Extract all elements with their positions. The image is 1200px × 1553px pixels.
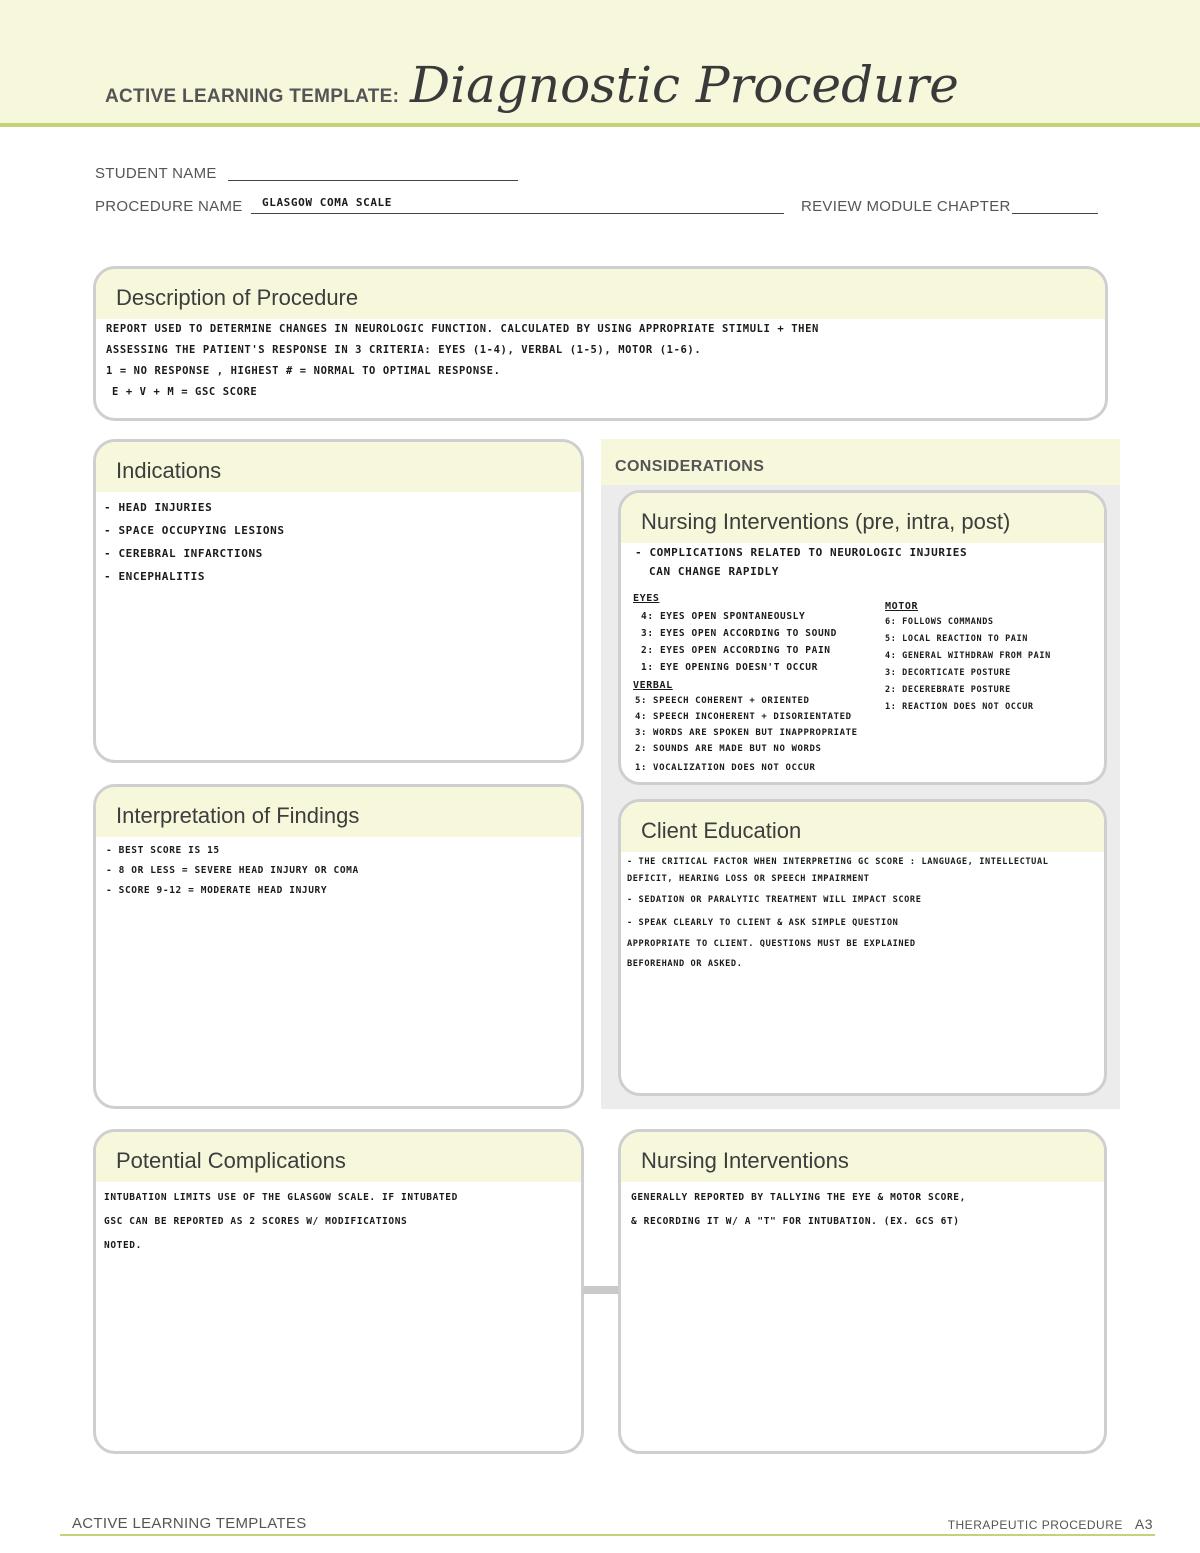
student-name-label: STUDENT NAME <box>95 165 217 182</box>
footer-rule <box>60 1534 1155 1536</box>
motor-item: 2: DECEREBRATE POSTURE <box>885 685 1011 695</box>
indication-item: - CEREBRAL INFARCTIONS <box>104 547 263 560</box>
connector-bar <box>583 1286 619 1294</box>
client-education-title: Client Education <box>641 818 802 843</box>
complications-item: NOTED. <box>104 1240 142 1251</box>
interpretation-title: Interpretation of Findings <box>116 803 360 828</box>
client-education-item: - THE CRITICAL FACTOR WHEN INTERPRETING GC SCORE : LANGUAGE, INTELLECTUAL <box>627 857 1049 867</box>
client-education-item: - SPEAK CLEARLY TO CLIENT & ASK SIMPLE QUESTION <box>627 918 899 928</box>
template-title: Diagnostic Procedure <box>410 56 959 114</box>
description-line: E + V + M = GSC SCORE <box>112 386 258 398</box>
interpretation-content <box>106 841 575 901</box>
nursing-interventions-content <box>631 1186 1098 1234</box>
verbal-heading: VERBAL <box>633 680 673 691</box>
description-box <box>93 266 1108 421</box>
indication-item: - SPACE OCCUPYING LESIONS <box>104 524 285 537</box>
eyes-item: 1: EYE OPENING DOESN'T OCCUR <box>641 662 818 673</box>
complications-box <box>93 1129 584 1454</box>
description-content <box>106 319 1099 403</box>
interpretation-item: - SCORE 9-12 = MODERATE HEAD INJURY <box>106 885 328 896</box>
indication-item: - ENCEPHALITIS <box>104 570 206 583</box>
client-education-item: BEFOREHAND OR ASKED. <box>627 959 743 969</box>
motor-item: 4: GENERAL WITHDRAW FROM PAIN <box>885 651 1051 661</box>
review-module-field[interactable] <box>1012 213 1098 214</box>
motor-item: 3: DECORTICATE POSTURE <box>885 668 1011 678</box>
nursing-pre-title: Nursing Interventions (pre, intra, post) <box>641 509 1011 534</box>
verbal-item: 5: SPEECH COHERENT + ORIENTED <box>635 696 810 706</box>
eyes-heading: EYES <box>633 593 660 604</box>
header-rule <box>0 123 1200 127</box>
nursing-interventions-box <box>618 1129 1107 1454</box>
description-line: ASSESSING THE PATIENT'S RESPONSE IN 3 CRITERIA: EYES (1-4), VERBAL (1-5), MOTOR (1-6). <box>106 344 702 356</box>
footer-right-label <box>948 1516 1153 1532</box>
nursing-pre-box <box>618 490 1107 785</box>
nursing-pre-intro-line: - COMPLICATIONS RELATED TO NEUROLOGIC INJURIES <box>635 546 968 559</box>
interpretation-item: - 8 OR LESS = SEVERE HEAD INJURY OR COMA <box>106 865 359 876</box>
client-education-item: - SEDATION OR PARALYTIC TREATMENT WILL IMPACT SCORE <box>627 895 922 905</box>
page-number: A3 <box>1134 1516 1153 1532</box>
client-education-item: APPROPRIATE TO CLIENT. QUESTIONS MUST BE EXPLAINED <box>627 939 916 949</box>
glasgow-scale <box>633 591 1107 785</box>
review-module-label: REVIEW MODULE CHAPTER <box>801 198 1011 215</box>
verbal-item: 4: SPEECH INCOHERENT + DISORIENTATED <box>635 712 852 722</box>
client-education-content <box>627 854 1098 974</box>
considerations-title: CONSIDERATIONS <box>615 458 765 475</box>
eyes-item: 4: EYES OPEN SPONTANEOUSLY <box>641 611 806 622</box>
complications-content <box>104 1186 575 1258</box>
procedure-name-label: PROCEDURE NAME <box>95 198 243 215</box>
interpretation-item: - BEST SCORE IS 15 <box>106 845 220 856</box>
eyes-item: 3: EYES OPEN ACCORDING TO SOUND <box>641 628 837 639</box>
description-title: Description of Procedure <box>116 285 359 310</box>
student-name-field[interactable] <box>228 180 518 181</box>
motor-heading: MOTOR <box>885 601 919 612</box>
footer-left-label: ACTIVE LEARNING TEMPLATES <box>72 1515 307 1532</box>
eyes-item: 2: EYES OPEN ACCORDING TO PAIN <box>641 645 831 656</box>
complications-item: INTUBATION LIMITS USE OF THE GLASGOW SCALE. IF INTUBATED <box>104 1192 458 1203</box>
client-education-box <box>618 799 1107 1096</box>
indication-item: - HEAD INJURIES <box>104 501 213 514</box>
verbal-item: 2: SOUNDS ARE MADE BUT NO WORDS <box>635 744 822 754</box>
motor-item: 1: REACTION DOES NOT OCCUR <box>885 702 1034 712</box>
nursing-interventions-item: GENERALLY REPORTED BY TALLYING THE EYE & MOTOR SCORE, <box>631 1192 966 1203</box>
complications-title: Potential Complications <box>116 1148 346 1173</box>
verbal-item: 3: WORDS ARE SPOKEN BUT INAPPROPRIATE <box>635 728 858 738</box>
interpretation-box <box>93 784 584 1109</box>
client-education-item: DEFICIT, HEARING LOSS OR SPEECH IMPAIRMENT <box>627 874 870 884</box>
motor-item: 5: LOCAL REACTION TO PAIN <box>885 634 1028 644</box>
nursing-pre-intro <box>635 543 1098 581</box>
complications-item: GSC CAN BE REPORTED AS 2 SCORES W/ MODIFICATIONS <box>104 1216 408 1227</box>
indications-content <box>104 496 575 588</box>
procedure-name-value: GLASGOW COMA SCALE <box>262 196 393 209</box>
nursing-interventions-item: & RECORDING IT W/ A "T" FOR INTUBATION. (EX. GCS 6T) <box>631 1216 960 1227</box>
description-line: REPORT USED TO DETERMINE CHANGES IN NEUROLOGIC FUNCTION. CALCULATED BY USING APPROPRIATE STIMULI + THEN <box>106 323 819 335</box>
indications-title: Indications <box>116 458 222 483</box>
description-line: 1 = NO RESPONSE , HIGHEST # = NORMAL TO OPTIMAL RESPONSE. <box>106 365 501 377</box>
nursing-interventions-title: Nursing Interventions <box>641 1148 849 1173</box>
footer-section-label: THERAPEUTIC PROCEDURE <box>947 1518 1123 1532</box>
template-label: ACTIVE LEARNING TEMPLATE: <box>105 86 400 107</box>
nursing-pre-intro-line: CAN CHANGE RAPIDLY <box>649 565 780 578</box>
procedure-name-field[interactable] <box>251 213 784 214</box>
indications-box <box>93 439 584 763</box>
motor-item: 6: FOLLOWS COMMANDS <box>885 617 994 627</box>
verbal-item: 1: VOCALIZATION DOES NOT OCCUR <box>635 763 816 773</box>
